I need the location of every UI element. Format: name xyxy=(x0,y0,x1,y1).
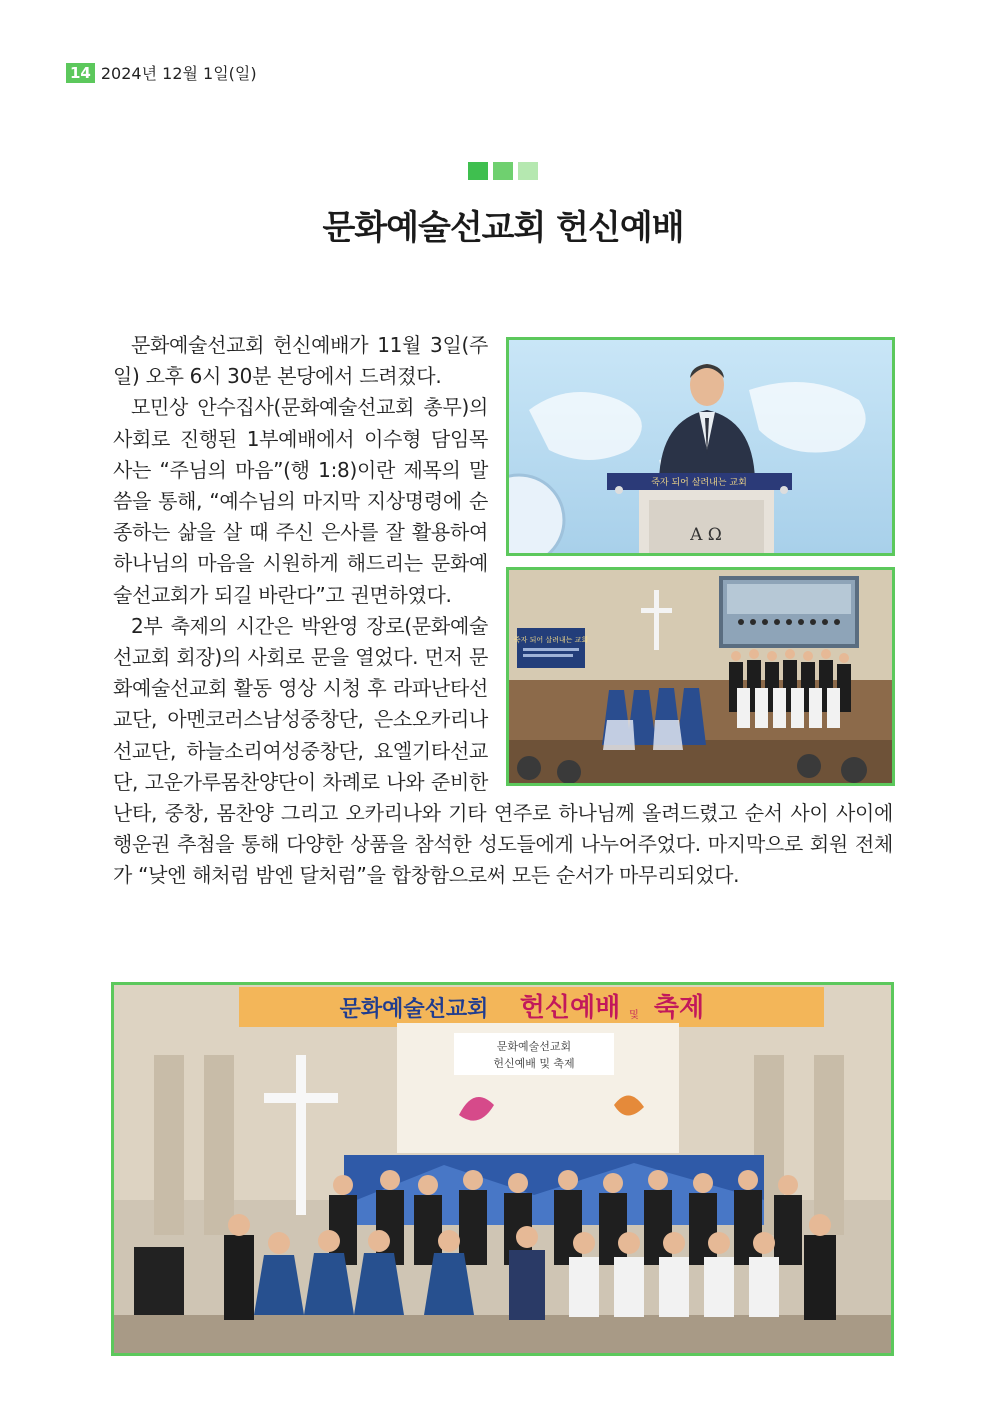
photo-choir-performance xyxy=(506,567,895,786)
pulpit-banner: 죽자 되어 살려내는 교회 xyxy=(651,478,747,488)
title-ornament xyxy=(468,162,538,180)
page-header xyxy=(66,61,257,84)
ornament-square-3 xyxy=(518,162,538,180)
photo-group-festival xyxy=(111,982,894,1356)
choir-side-screen: 죽자 되어 살려내는 교회 xyxy=(513,636,589,644)
lectern-alpha-omega: A Ω xyxy=(690,525,722,545)
article-paragraph-2: 모민상 안수집사(문화예술선교회 총무)의 사회로 진행된 1부예배에서 이수형 담임목사는 “주님의 마음”(행 1:8)이란 제목의 말씀을 통해, “예수님의 마지막 지상명령에 순종하는 삶을 살 때 주신 은사를 잘 활용하여 하나님의 마음을 시원하게 해드리는 문화예술선교회가 되길 바란다”고 권면하였다. xyxy=(113,395,488,607)
page-number: 14 xyxy=(66,63,95,83)
ornament-square-2 xyxy=(493,162,513,180)
ornament-square-1 xyxy=(468,162,488,180)
group-screen-line1: 문화예술선교회 xyxy=(496,1040,572,1053)
group-banner-main: 문화예술선교회 xyxy=(339,997,489,1022)
issue-date: 2024년 12월 1일(일) xyxy=(100,64,257,83)
article-paragraph-1: 문화예술선교회 헌신예배가 11월 3일(주일) 오후 6시 30분 본당에서 드려졌다. xyxy=(113,333,488,389)
article-paragraph-3: 2부 축제의 시간은 박완영 장로(문화예술선교회 회장)의 사회로 문을 열었다. 먼저 문화예술선교회 활동 영상 시청 후 라파난타선교단, 아멘코러스남성중창단, 은소오카리나선교단, 하늘소리여성중창단, 요엘기타선교단, 고운가루몸찬양단이 차례로 나와 준비한 난타, 중창, 몸찬양 그리고 오카리나와 기타 연주로 하나님께 올려드렸고 순서 사이 사이에 행운권 추첨을 통해 다양한 상품을 참석한 성도들에게 나누어주었다. 마지막으로 회원 전체가 “낮엔 해처럼 밤엔 달처럼”을 합창함으로써 모든 순서가 마무리되었다. xyxy=(113,613,893,888)
photo-pulpit-sermon xyxy=(506,337,895,556)
group-banner-small: 및 xyxy=(629,1010,639,1021)
group-banner-accent-1: 헌신예배 xyxy=(519,993,621,1023)
article-title: 문화예술선교회 헌신예배 xyxy=(322,208,684,248)
group-screen-line2: 헌신예배 및 축제 xyxy=(493,1057,575,1070)
group-banner-accent-2: 축제 xyxy=(653,993,705,1023)
